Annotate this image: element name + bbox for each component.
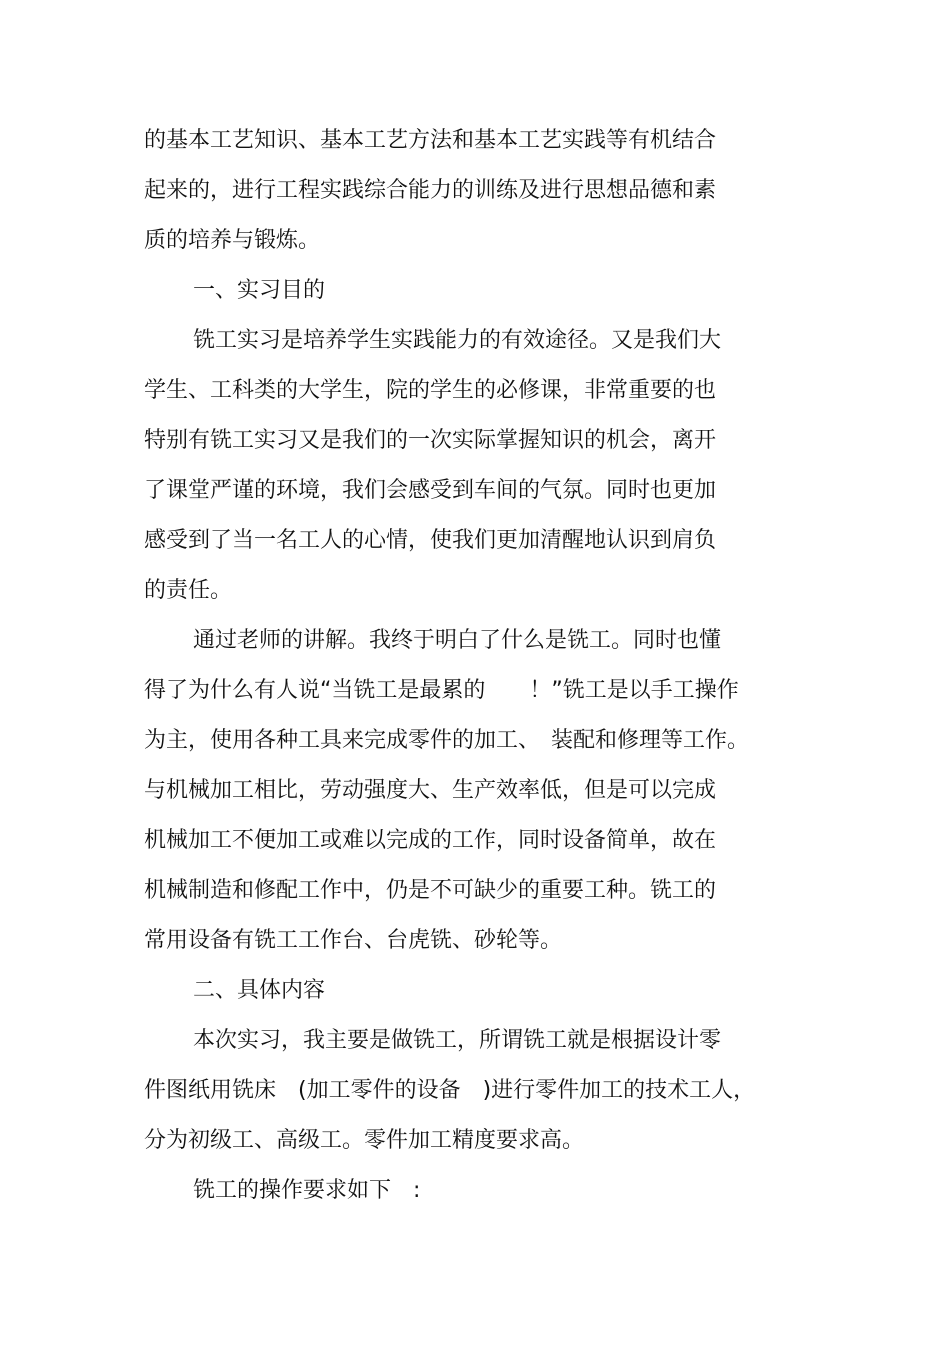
text-line: 感受到了当一名工人的心情，使我们更加清醒地认识到肩负 (144, 528, 717, 553)
text-line: 为主，使用各种工具来完成零件的加工、 装配和修理等工作。 (144, 728, 750, 753)
text-line: 机械加工不便加工或难以完成的工作，同时设备简单，故在 (144, 828, 717, 853)
section-heading-purpose: 一、实习目的 (193, 278, 326, 303)
text-line: 铣工的操作要求如下 : (193, 1178, 421, 1203)
text-line: 铣工实习是培养学生实践能力的有效途径。又是我们大 (193, 328, 722, 353)
text-line: 起来的，进行工程实践综合能力的训练及进行思想品德和素 (144, 178, 717, 203)
text-line: 特别有铣工实习又是我们的一次实际掌握知识的机会，离开 (144, 428, 717, 453)
text-line: 质的培养与锻炼。 (144, 228, 321, 253)
text-line: 常用设备有铣工工作台、台虎铣、砂轮等。 (144, 928, 563, 953)
text-line: 的责任。 (144, 578, 233, 603)
text-line: 分为初级工、高级工。零件加工精度要求高。 (144, 1128, 585, 1153)
text-line: 通过老师的讲解。我终于明白了什么是铣工。同时也懂 (193, 628, 722, 653)
text-line: 了课堂严谨的环境，我们会感受到车间的气氛。同时也更加 (144, 478, 717, 503)
text-line: 本次实习，我主要是做铣工，所谓铣工就是根据设计零 (193, 1028, 722, 1053)
text-line: 机械制造和修配工作中，仍是不可缺少的重要工种。铣工的 (144, 878, 717, 903)
text-line: 件图纸用铣床 (加工零件的设备 )进行零件加工的技术工人， (144, 1078, 756, 1103)
text-line: 学生、工科类的大学生，院的学生的必修课，非常重要的也 (144, 378, 717, 403)
section-heading-content: 二、具体内容 (193, 978, 326, 1003)
text-line: 的基本工艺知识、基本工艺方法和基本工艺实践等有机结合 (144, 128, 717, 153)
text-line: 与机械加工相比，劳动强度大、生产效率低，但是可以完成 (144, 778, 717, 803)
text-line: 得了为什么有人说“当铣工是最累的 ！”铣工是以手工操作 (144, 678, 739, 703)
